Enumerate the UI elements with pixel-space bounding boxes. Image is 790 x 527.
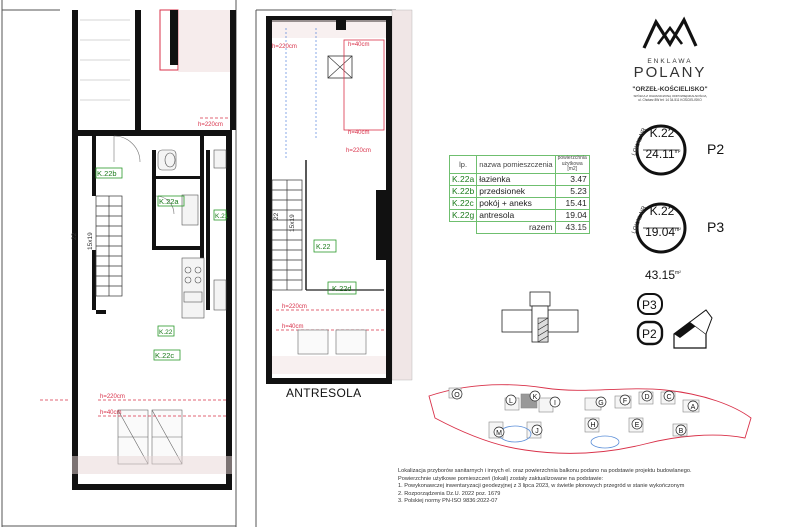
table-row — [450, 209, 590, 221]
table-cell-area: 5.23 — [555, 185, 589, 197]
floor-icons — [636, 290, 716, 354]
room-label-k21: K.21 — [215, 213, 229, 220]
table-cell-code: K.22c — [450, 197, 477, 209]
unit-floor-1: P2 — [707, 141, 725, 157]
site-label: B — [678, 428, 684, 435]
table-cell-name: łazienka — [477, 173, 555, 185]
room-label-k22: K.22 — [316, 244, 331, 251]
unit-code-2: K.22 — [649, 204, 675, 218]
height-label: h=40cm — [282, 324, 304, 330]
site-label: C — [666, 394, 672, 401]
antresola-title: ANTRESOLA — [286, 386, 362, 400]
site-label: L — [509, 398, 513, 405]
lokal-label: LOKAL NR — [631, 205, 648, 235]
area-table — [449, 155, 590, 234]
height-label: h=220cm — [272, 44, 297, 50]
note-line: Powierzchnie użytkowe pomieszczeń (lokali) zostały zaktualizowane na podstawie: — [398, 475, 604, 482]
site-map — [425, 378, 755, 460]
site-label: M — [496, 430, 502, 437]
unit-area-value: 24.11 — [645, 147, 675, 161]
table-cell-area: 19.04 — [555, 209, 589, 221]
note-line: Lokalizacja przyborów sanitarnych i innych el. oraz powierzchnia balkonu podano na podstawie projektu budowlanego. — [398, 468, 692, 474]
dim-label: 15x19 — [87, 232, 94, 250]
height-label: h=40cm — [348, 42, 370, 48]
notes-block — [398, 468, 783, 506]
floor-icon-p3: P3 — [642, 298, 657, 312]
note-line: 1. Powykonawczej inwentaryzacji geodezyjnej z 3 lipca 2023, w świetle płonowych przegród w stanie wykończonym — [398, 483, 685, 490]
dim-label: 15x19 — [289, 214, 296, 232]
site-label: E — [634, 422, 640, 429]
room-label-k22d: K.22d — [332, 284, 352, 293]
brand-company: "ORZEŁ-KOŚCIELISKO" — [632, 86, 708, 93]
lokal-label: LOKAL NR — [631, 127, 648, 157]
brand-address: ul. Chotarz 8W tel: 14 34-511 KOŚCIELISKO — [638, 98, 702, 102]
site-label: A — [690, 404, 696, 411]
site-label: G — [598, 400, 604, 407]
brand-line1: ENKLAWA — [647, 58, 693, 65]
site-label: I — [554, 400, 556, 407]
table-total-label: razem — [477, 221, 555, 233]
site-label: H — [590, 422, 596, 429]
room-label-k22: K.22 — [159, 329, 173, 336]
height-label: h=220cm — [100, 394, 125, 400]
site-label: F — [622, 398, 628, 405]
table-header: lp. — [450, 156, 477, 174]
height-label: h=40cm — [100, 410, 122, 416]
site-label: J — [535, 428, 539, 435]
height-label: h=220cm — [346, 148, 371, 154]
site-label: D — [644, 394, 650, 401]
site-label: O — [454, 392, 460, 399]
table-cell-area: 3.47 — [555, 173, 589, 185]
brand-line2: POLANY — [633, 64, 707, 81]
room-label-k22b: K.22b — [97, 169, 117, 178]
table-row — [450, 173, 590, 185]
table-cell-code: K.22b — [450, 185, 477, 197]
note-line: 2. Rozporządzenia Dz.U. 2022 poz. 1679 — [398, 490, 501, 497]
height-label: h=220cm — [198, 122, 223, 128]
table-total-value: 43.15 — [555, 221, 589, 233]
height-label: h=40cm — [348, 130, 370, 136]
total-area-unit: m² — [675, 270, 681, 276]
unit-area-value: 19.04 — [645, 225, 676, 239]
table-cell-code: K.22a — [450, 173, 477, 185]
brand-company-sub: SPÓŁKA Z OGRANICZONĄ ODPOWIEDZIALNOŚCIĄ — [633, 94, 707, 98]
enklawa-logo-icon — [640, 14, 700, 56]
total-area — [645, 268, 681, 282]
table-row — [450, 185, 590, 197]
table-header: powierzchnia użytkowa [m2] — [555, 156, 589, 174]
table-total-row — [450, 221, 590, 233]
table-row — [450, 197, 590, 209]
room-label-k22c: K.22c — [155, 351, 175, 360]
unit-area-unit: m² — [675, 227, 681, 233]
site-label: K — [532, 394, 538, 401]
dim-label: 22 — [71, 232, 78, 240]
floor-plan-ground — [0, 0, 240, 527]
unit-area-1 — [641, 147, 685, 161]
table-cell-name: antresola — [477, 209, 555, 221]
unit-code-1: K.22 — [649, 126, 675, 140]
table-cell-name: przedsionek — [477, 185, 555, 197]
room-label-k22a: K.22a — [159, 197, 179, 206]
total-area-value: 43.15 — [645, 268, 676, 282]
unit-area-2 — [641, 225, 685, 239]
height-label: h=220cm — [282, 304, 307, 310]
table-cell-code: K.22g — [450, 209, 477, 221]
dim-label: 22 — [273, 212, 280, 220]
table-header: nazwa pomieszczenia — [477, 156, 555, 174]
unit-area-unit: m² — [674, 149, 681, 155]
table-cell-name: pokój + aneks — [477, 197, 555, 209]
unit-floor-2: P3 — [707, 219, 725, 235]
table-cell-area: 15.41 — [555, 197, 589, 209]
note-line: 3. Polskiej normy PN-ISO 9836:2022-07 — [398, 498, 498, 505]
floor-icon-p2: P2 — [642, 327, 657, 341]
key-plan — [500, 290, 580, 350]
floor-plan-antresola — [236, 0, 416, 527]
